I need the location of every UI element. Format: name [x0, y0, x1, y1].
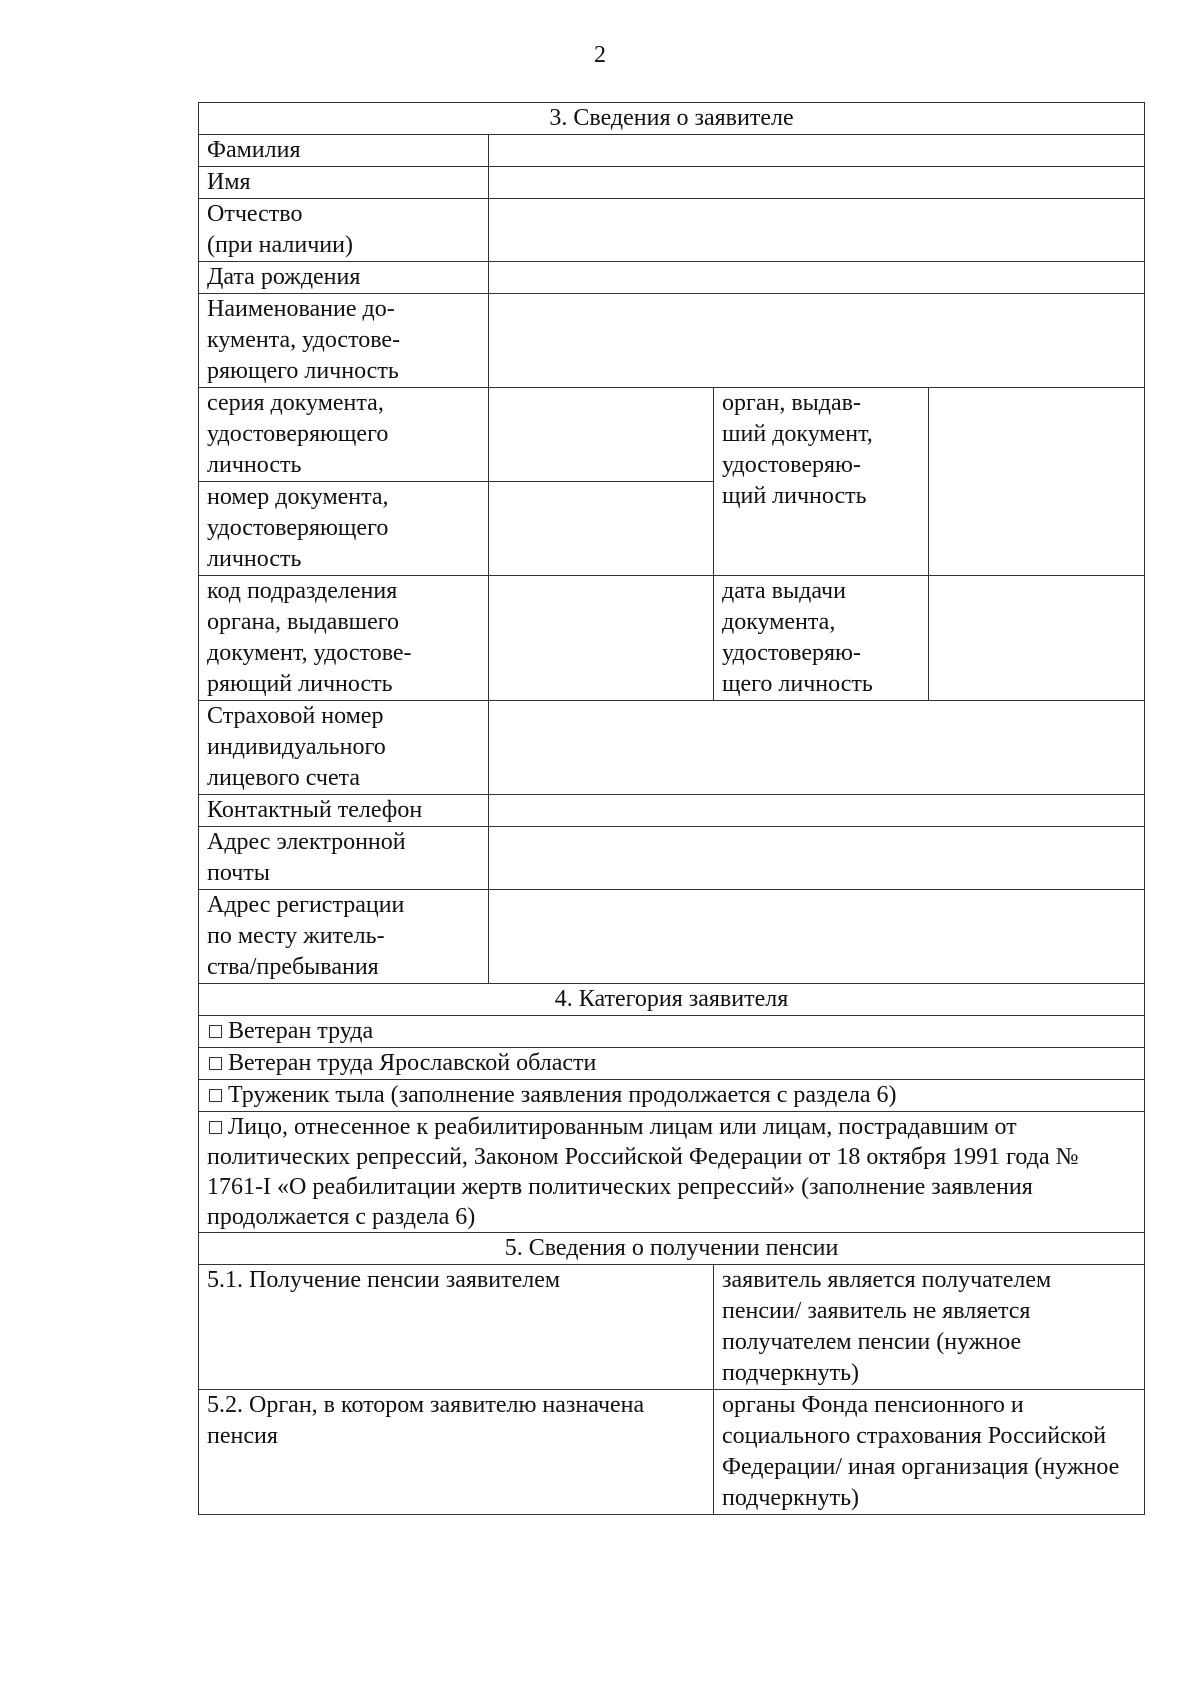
category-option-home-front-worker[interactable] [199, 1080, 1145, 1112]
field-email[interactable] [489, 827, 1145, 890]
label-issuer: орган, выдав- ший документ, удостоверяю- щий личность [714, 388, 929, 576]
field-patronymic[interactable] [489, 199, 1145, 262]
label-snils: Страховой номер индивидуального лицевого счета [199, 701, 489, 795]
row-phone [199, 795, 1145, 827]
category-option-label: Лицо, отнесенное к реабилитированным лицам или лицам, пострадавшим от политических репрессий, Законом Российской Федерации от 18 октября 1991 года № 1761-I «О реабилитации жертв политических репрессий» (заполнение заявления продолжается с раздела 6) [207, 1114, 1079, 1230]
value-pension-authority[interactable]: органы Фонда пенсионного и социального страхования Российской Федерации/ иная организация (нужное подчеркнуть) [714, 1390, 1145, 1515]
category-option-label: Ветеран труда [228, 1018, 374, 1044]
row-email [199, 827, 1145, 890]
category-row [199, 1048, 1145, 1080]
category-option-yaroslavl-labor-veteran[interactable] [199, 1048, 1145, 1080]
checkbox-icon[interactable] [209, 1057, 222, 1070]
checkbox-icon[interactable] [209, 1025, 222, 1038]
field-first-name[interactable] [489, 167, 1145, 199]
label-division-code: код подразделения органа, выдавшего документ, удостове- ряющий личность [199, 576, 489, 701]
field-last-name[interactable] [489, 135, 1145, 167]
label-doc-name: Наименование до- кумента, удостове- ряющего личность [199, 294, 489, 388]
row-birth-date [199, 262, 1145, 294]
row-patronymic [199, 199, 1145, 262]
checkbox-icon[interactable] [209, 1121, 222, 1134]
label-patronymic: Отчество (при наличии) [199, 199, 489, 262]
category-option-labor-veteran[interactable] [199, 1016, 1145, 1048]
category-row [199, 1080, 1145, 1112]
field-issuer[interactable] [929, 388, 1145, 576]
label-doc-number: номер документа, удостоверяющего личность [199, 482, 489, 576]
field-doc-name[interactable] [489, 294, 1145, 388]
application-form-table [198, 102, 1145, 1515]
section5-header-row [199, 1233, 1145, 1265]
field-doc-series[interactable] [489, 388, 714, 482]
label-address: Адрес регистрации по месту житель- ства/пребывания [199, 890, 489, 984]
field-division-code[interactable] [489, 576, 714, 701]
row-doc-series [199, 388, 1145, 482]
row-last-name [199, 135, 1145, 167]
field-snils[interactable] [489, 701, 1145, 795]
label-pension-receipt: 5.1. Получение пенсии заявителем [199, 1265, 714, 1390]
section4-header-row [199, 984, 1145, 1016]
row-division-code [199, 576, 1145, 701]
label-last-name: Фамилия [199, 135, 489, 167]
category-option-label: Труженик тыла (заполнение заявления продолжается с раздела 6) [228, 1082, 897, 1108]
page-number: 2 [594, 42, 606, 68]
pension-row [199, 1265, 1145, 1390]
label-birth-date: Дата рождения [199, 262, 489, 294]
field-doc-number[interactable] [489, 482, 714, 576]
section5-title: 5. Сведения о получении пенсии [199, 1233, 1145, 1265]
field-issue-date[interactable] [929, 576, 1145, 701]
field-birth-date[interactable] [489, 262, 1145, 294]
field-address[interactable] [489, 890, 1145, 984]
pension-row [199, 1390, 1145, 1515]
category-row [199, 1112, 1145, 1233]
category-row [199, 1016, 1145, 1048]
value-pension-receipt[interactable]: заявитель является получателем пенсии/ заявитель не является получателем пенсии (нужное подчеркнуть) [714, 1265, 1145, 1390]
label-phone: Контактный телефон [199, 795, 489, 827]
label-issue-date: дата выдачи документа, удостоверяю- щего личность [714, 576, 929, 701]
section3-title: 3. Сведения о заявителе [199, 103, 1145, 135]
section3-header-row [199, 103, 1145, 135]
checkbox-icon[interactable] [209, 1089, 222, 1102]
row-doc-name [199, 294, 1145, 388]
category-option-label: Ветеран труда Ярославской области [228, 1050, 597, 1076]
label-first-name: Имя [199, 167, 489, 199]
label-email: Адрес электронной почты [199, 827, 489, 890]
label-pension-authority: 5.2. Орган, в котором заявителю назначена пенсия [199, 1390, 714, 1515]
label-doc-series: серия документа, удостоверяющего личность [199, 388, 489, 482]
row-first-name [199, 167, 1145, 199]
row-snils [199, 701, 1145, 795]
field-phone[interactable] [489, 795, 1145, 827]
section4-title: 4. Категория заявителя [199, 984, 1145, 1016]
row-address [199, 890, 1145, 984]
category-option-rehabilitated[interactable] [199, 1112, 1145, 1233]
